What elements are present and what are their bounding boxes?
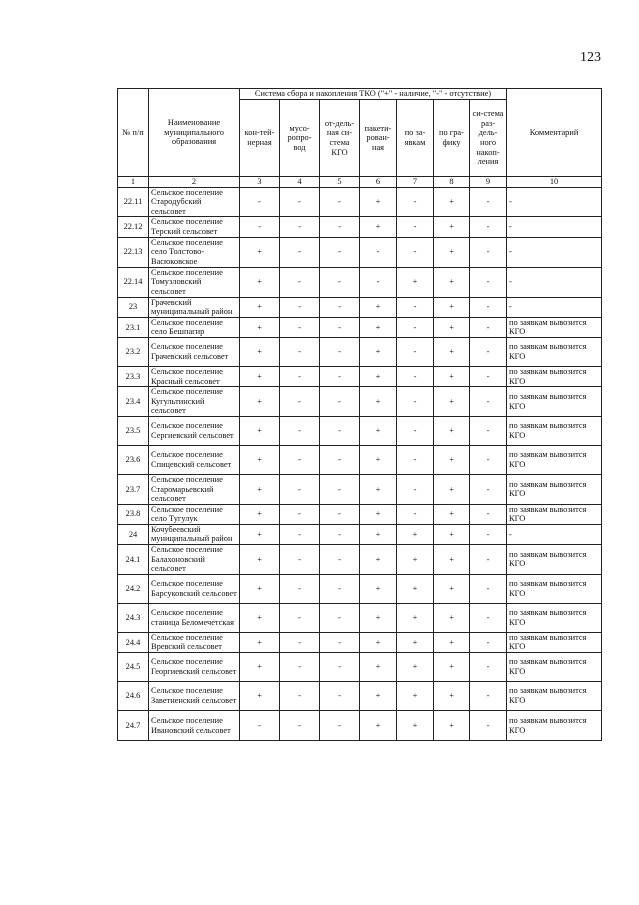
row-comment: - [507,237,602,267]
row-number: 23.6 [118,445,149,474]
mark-packaged: + [360,545,397,575]
column-index-row [118,177,602,188]
column-index: 7 [397,177,434,188]
mark-kgo-system: - [320,603,360,632]
header-container: кон-тей-нерная [240,100,280,177]
row-number: 24 [118,524,149,544]
mark-by-schedule: + [434,711,470,741]
table-row [118,545,602,575]
mark-container: + [240,366,280,386]
mark-kgo-system: - [320,317,360,337]
row-number: 24.6 [118,682,149,711]
row-comment: по заявкам вывозится КГО [507,711,602,741]
row-number: 23.3 [118,366,149,386]
mark-chute: - [280,445,320,474]
mark-by-schedule: + [434,317,470,337]
mark-chute: - [280,653,320,682]
mark-by-request: - [397,187,434,217]
mark-kgo-system: - [320,682,360,711]
mark-kgo-system: - [320,711,360,741]
mark-separate: - [470,366,507,386]
row-number: 23.2 [118,337,149,366]
row-number: 22.11 [118,187,149,217]
header-system-group: Система сбора и накопления ТКО ("+" - наличие, "-" - отсутствие) [240,89,507,100]
mark-by-schedule: + [434,217,470,237]
municipality-name: Сельское поселение село Тугулук [149,504,240,524]
mark-separate: - [470,711,507,741]
mark-packaged: + [360,474,397,504]
row-comment: по заявкам вывозится КГО [507,337,602,366]
column-index: 8 [434,177,470,188]
mark-by-schedule: + [434,337,470,366]
mark-container: + [240,474,280,504]
mark-by-schedule: + [434,682,470,711]
row-number: 24.5 [118,653,149,682]
column-index: 4 [280,177,320,188]
mark-packaged: + [360,337,397,366]
row-comment: по заявкам вывозится КГО [507,603,602,632]
mark-by-schedule: + [434,545,470,575]
mark-packaged: - [360,237,397,267]
table-row [118,445,602,474]
mark-separate: - [470,474,507,504]
table-row [118,337,602,366]
mark-kgo-system: - [320,387,360,417]
municipality-name: Сельское поселение Стародубский сельсовет [149,187,240,217]
mark-by-request: + [397,545,434,575]
row-comment: - [507,297,602,317]
mark-separate: - [470,445,507,474]
mark-kgo-system: - [320,237,360,267]
column-index: 10 [507,177,602,188]
municipality-name: Сельское поселение Ивановский сельсовет [149,711,240,741]
municipality-name: Сельское поселение Вревский сельсовет [149,632,240,652]
mark-separate: - [470,237,507,267]
table-row [118,524,602,544]
row-comment: по заявкам вывозится КГО [507,474,602,504]
mark-by-schedule: + [434,237,470,267]
mark-chute: - [280,524,320,544]
mark-chute: - [280,187,320,217]
mark-packaged: + [360,711,397,741]
mark-by-schedule: + [434,297,470,317]
row-number: 24.1 [118,545,149,575]
table-row [118,217,602,237]
mark-chute: - [280,217,320,237]
municipality-name: Сельское поселение Старомарьевский сельсовет [149,474,240,504]
mark-kgo-system: - [320,297,360,317]
mark-by-request: + [397,653,434,682]
row-comment: - [507,187,602,217]
mark-packaged: + [360,297,397,317]
mark-kgo-system: - [320,653,360,682]
row-number: 23 [118,297,149,317]
mark-by-schedule: + [434,632,470,652]
municipality-name: Сельское поселение Красный сельсовет [149,366,240,386]
table-row [118,574,602,603]
municipality-name: Сельское поселение Георгиевский сельсовет [149,653,240,682]
mark-by-schedule: + [434,474,470,504]
mark-by-request: + [397,711,434,741]
row-comment: - [507,524,602,544]
mark-by-schedule: + [434,267,470,297]
header-packaged: пакети-рован-ная [360,100,397,177]
mark-separate: - [470,653,507,682]
mark-container: + [240,574,280,603]
mark-packaged: + [360,187,397,217]
mark-by-schedule: + [434,387,470,417]
row-number: 23.8 [118,504,149,524]
row-comment: по заявкам вывозится КГО [507,317,602,337]
mark-by-request: + [397,603,434,632]
mark-separate: - [470,682,507,711]
mark-by-request: - [397,317,434,337]
mark-separate: - [470,504,507,524]
mark-container: + [240,416,280,445]
column-index: 2 [149,177,240,188]
table-row [118,237,602,267]
header-chute: мусо-ропро-вод [280,100,320,177]
row-comment: по заявкам вывозится КГО [507,653,602,682]
municipality-name: Сельское поселение село Бешпагир [149,317,240,337]
row-number: 23.4 [118,387,149,417]
mark-by-schedule: + [434,445,470,474]
mark-container: + [240,317,280,337]
mark-by-request: - [397,445,434,474]
mark-kgo-system: - [320,445,360,474]
mark-chute: - [280,682,320,711]
row-comment: по заявкам вывозится КГО [507,504,602,524]
row-number: 24.7 [118,711,149,741]
mark-chute: - [280,603,320,632]
column-index: 9 [470,177,507,188]
municipality-name: Сельское поселение станица Беломечетская [149,603,240,632]
mark-kgo-system: - [320,474,360,504]
column-index: 6 [360,177,397,188]
row-comment: по заявкам вывозится КГО [507,682,602,711]
table-row [118,297,602,317]
mark-container: + [240,445,280,474]
mark-kgo-system: - [320,504,360,524]
row-number: 22.14 [118,267,149,297]
mark-by-schedule: + [434,574,470,603]
municipality-name: Сельское поселение Заветненский сельсовет [149,682,240,711]
row-comment: по заявкам вывозится КГО [507,366,602,386]
row-comment: - [507,267,602,297]
mark-by-request: - [397,337,434,366]
mark-packaged: + [360,387,397,417]
column-index: 1 [118,177,149,188]
mark-by-request: - [397,504,434,524]
mark-separate: - [470,297,507,317]
mark-separate: - [470,545,507,575]
mark-separate: - [470,267,507,297]
mark-container: + [240,653,280,682]
mark-chute: - [280,504,320,524]
header-comment: Комментарий [507,89,602,177]
mark-container: - [240,187,280,217]
tko-collection-table [117,88,602,741]
mark-packaged: + [360,317,397,337]
mark-packaged: + [360,366,397,386]
row-comment: по заявкам вывозится КГО [507,387,602,417]
row-number: 23.5 [118,416,149,445]
mark-kgo-system: - [320,217,360,237]
mark-container: + [240,632,280,652]
row-number: 24.3 [118,603,149,632]
mark-by-request: - [397,474,434,504]
mark-packaged: + [360,603,397,632]
table-row [118,187,602,217]
row-comment: по заявкам вывозится КГО [507,545,602,575]
mark-kgo-system: - [320,524,360,544]
mark-separate: - [470,337,507,366]
mark-kgo-system: - [320,416,360,445]
table-row [118,317,602,337]
mark-by-request: + [397,524,434,544]
mark-separate: - [470,317,507,337]
mark-packaged: + [360,574,397,603]
row-comment: по заявкам вывозится КГО [507,632,602,652]
table-row [118,603,602,632]
header-kgo-system: от-дель-ная си-стема КГО [320,100,360,177]
mark-container: + [240,337,280,366]
mark-by-schedule: + [434,653,470,682]
row-comment: по заявкам вывозится КГО [507,574,602,603]
table-row [118,416,602,445]
mark-separate: - [470,416,507,445]
row-number: 22.12 [118,217,149,237]
municipality-name: Грачевский муниципальный район [149,297,240,317]
municipality-name: Сельское поселение Терский сельсовет [149,217,240,237]
mark-by-request: - [397,297,434,317]
mark-separate: - [470,187,507,217]
municipality-name: Сельское поселение Томузловский сельсовет [149,267,240,297]
mark-packaged: + [360,632,397,652]
table-row [118,682,602,711]
mark-by-request: + [397,682,434,711]
mark-container: + [240,387,280,417]
mark-by-schedule: + [434,524,470,544]
mark-separate: - [470,524,507,544]
municipality-name: Сельское поселение село Толстово-Васюковское [149,237,240,267]
mark-chute: - [280,267,320,297]
mark-by-request: - [397,237,434,267]
municipality-name: Кочубеевский муниципальный район [149,524,240,544]
municipality-name: Сельское поселение Кугультинский сельсовет [149,387,240,417]
mark-chute: - [280,474,320,504]
mark-packaged: + [360,416,397,445]
mark-container: + [240,297,280,317]
mark-chute: - [280,545,320,575]
mark-container: + [240,545,280,575]
mark-by-request: + [397,267,434,297]
mark-kgo-system: - [320,187,360,217]
mark-packaged: + [360,682,397,711]
municipality-name: Сельское поселение Спицевский сельсовет [149,445,240,474]
mark-packaged: + [360,524,397,544]
mark-chute: - [280,337,320,366]
table-row [118,653,602,682]
mark-chute: - [280,297,320,317]
mark-by-request: - [397,366,434,386]
mark-by-schedule: + [434,187,470,217]
row-number: 23.7 [118,474,149,504]
table-row [118,387,602,417]
mark-chute: - [280,632,320,652]
table-row [118,632,602,652]
mark-kgo-system: - [320,366,360,386]
column-index: 5 [320,177,360,188]
header-by-schedule: по гра-фику [434,100,470,177]
mark-kgo-system: - [320,545,360,575]
mark-by-request: - [397,217,434,237]
mark-container: + [240,682,280,711]
header-num: № п/п [118,89,149,177]
mark-chute: - [280,711,320,741]
municipality-name: Сельское поселение Балахоновский сельсовет [149,545,240,575]
mark-separate: - [470,632,507,652]
mark-container: + [240,524,280,544]
mark-packaged: + [360,653,397,682]
mark-packaged: + [360,445,397,474]
mark-container: + [240,603,280,632]
mark-separate: - [470,574,507,603]
row-comment: по заявкам вывозится КГО [507,416,602,445]
header-separate: си-стема раз-дель-ного накоп-ления [470,100,507,177]
mark-by-schedule: + [434,366,470,386]
mark-chute: - [280,366,320,386]
mark-by-request: - [397,416,434,445]
mark-packaged: - [360,267,397,297]
mark-separate: - [470,387,507,417]
mark-packaged: + [360,217,397,237]
table-row [118,366,602,386]
mark-by-request: + [397,574,434,603]
municipality-name: Сельское поселение Грачевский сельсовет [149,337,240,366]
table-row [118,267,602,297]
header-by-request: по за-явкам [397,100,434,177]
mark-container: + [240,237,280,267]
row-comment: - [507,217,602,237]
mark-chute: - [280,387,320,417]
row-number: 22.13 [118,237,149,267]
mark-by-request: - [397,387,434,417]
mark-by-schedule: + [434,416,470,445]
row-number: 23.1 [118,317,149,337]
mark-chute: - [280,237,320,267]
page-number: 123 [580,50,601,65]
header-name: Наименование муниципального образования [149,89,240,177]
mark-separate: - [470,603,507,632]
mark-chute: - [280,317,320,337]
mark-container: - [240,711,280,741]
table-row [118,474,602,504]
table-row [118,504,602,524]
mark-by-schedule: + [434,504,470,524]
row-number: 24.4 [118,632,149,652]
mark-kgo-system: - [320,337,360,366]
municipality-name: Сельское поселение Барсуковский сельсовет [149,574,240,603]
mark-chute: - [280,416,320,445]
municipality-name: Сельское поселение Сергиевский сельсовет [149,416,240,445]
row-number: 24.2 [118,574,149,603]
mark-chute: - [280,574,320,603]
mark-kgo-system: - [320,632,360,652]
row-comment: по заявкам вывозится КГО [507,445,602,474]
column-index: 3 [240,177,280,188]
table-body [118,187,602,740]
mark-container: - [240,217,280,237]
mark-kgo-system: - [320,574,360,603]
mark-by-schedule: + [434,603,470,632]
table-row [118,711,602,741]
mark-container: + [240,504,280,524]
mark-kgo-system: - [320,267,360,297]
mark-separate: - [470,217,507,237]
mark-by-request: + [397,632,434,652]
mark-packaged: + [360,504,397,524]
mark-container: + [240,267,280,297]
